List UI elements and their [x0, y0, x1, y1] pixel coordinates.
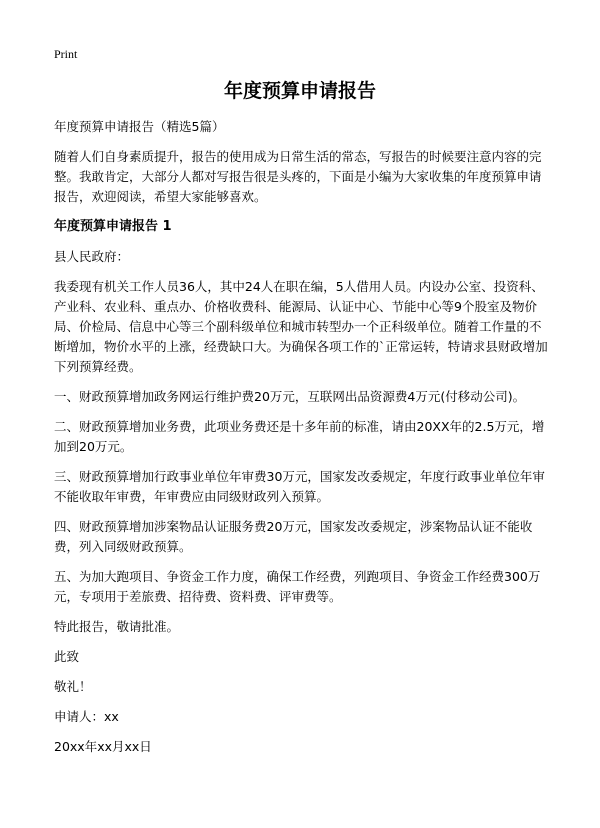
date-line: 20xx年xx月xx日 [54, 739, 152, 754]
regards-line-2: 敬礼！ [54, 679, 92, 694]
budget-item: 一、财政预算增加政务网运行维护费20万元，互联网出品资源费4万元(付移动公司)。 [54, 389, 526, 404]
article-body [54, 117, 552, 767]
budget-item: 五、为加大跑项目、争资金工作力度，确保工作经费，列跑项目、争资金工作经费300万元，专项用于差旅费、招待费、资料费、评审费等。 [54, 569, 541, 604]
regards-line-1: 此致 [54, 649, 80, 664]
intro-paragraph: 随着人们自身素质提升，报告的使用成为日常生活的常态，写报告的时候要注意内容的完整。我敢肯定，大部分人都对写报告很是头疼的，下面是小编为大家收集的年度预算申请报告，欢迎阅读，希望大家能够喜欢。 [54, 149, 542, 204]
budget-item: 四、财政预算增加涉案物品认证服务费20万元，国家发改委规定，涉案物品认证不能收费，列入同级财政预算。 [54, 519, 533, 554]
body-paragraph: 我委现有机关工作人员36人，其中24人在职在编，5人借用人员。内设办公室、投资科、产业科、农业科、重点办、价格收费科、能源局、认证中心、节能中心等9个股室及物价局、价检局、信息中心等三个副科级单位和城市转型办一个正科级单位。随着工作量的不断增加，物价水平的上涨，经费缺口大。为确保各项工作的`正常运转，特请求县财政增加下列预算经费。 [54, 279, 548, 374]
applicant-line: 申请人：xx [54, 709, 119, 724]
budget-item: 三、财政预算增加行政事业单位年审费30万元，国家发改委规定，年度行政事业单位年审不能收取年审费，年审费应由同级财政列入预算。 [54, 469, 545, 504]
salutation: 县人民政府： [54, 249, 130, 264]
closing-line: 特此报告，敬请批准。 [54, 619, 180, 634]
article-subtitle: 年度预算申请报告（精选5篇） [54, 119, 225, 134]
section-heading: 年度预算申请报告 1 [54, 219, 172, 234]
budget-item: 二、财政预算增加业务费，此项业务费还是十多年前的标准，请由20XX年的2.5万元，增加到20万元。 [54, 419, 545, 454]
print-link[interactable]: Print [54, 47, 78, 61]
page-title: 年度预算申请报告 [223, 80, 376, 102]
